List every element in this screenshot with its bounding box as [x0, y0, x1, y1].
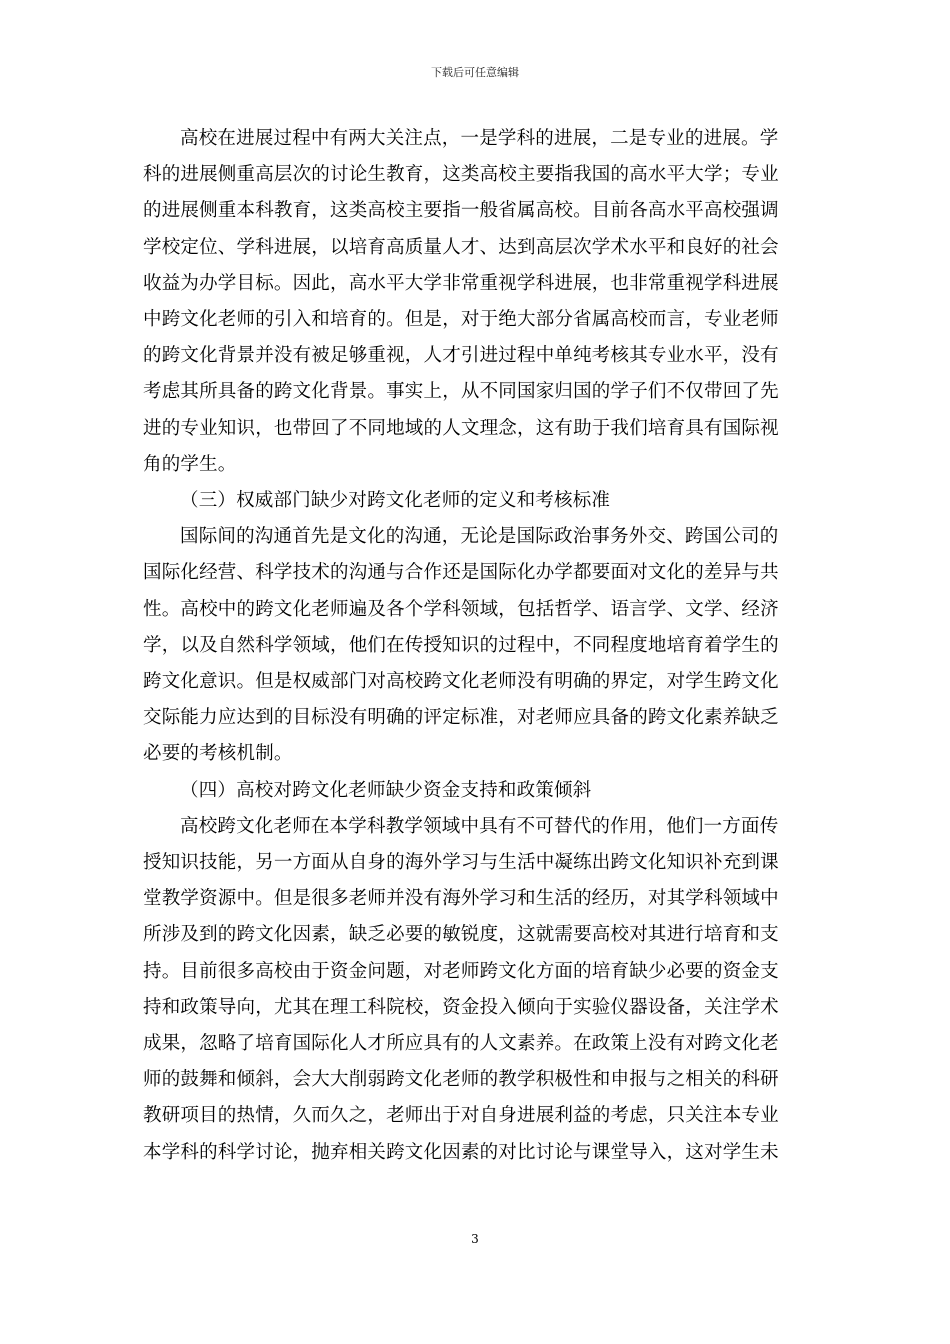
text-line: 考虑其所具备的跨文化背景。事实上，从不同国家归国的学子们不仅带回了先: [143, 381, 779, 403]
text-line: 高校跨文化老师在本学科教学领域中具有不可替代的作用，他们一方面传: [180, 815, 779, 837]
page-number: 3: [471, 1232, 479, 1246]
text-line: 进的专业知识，也带回了不同地域的人文理念，这有助于我们培育具有国际视: [143, 417, 779, 439]
text-line: 角的学生。: [143, 453, 237, 475]
text-line: 收益为办学目标。因此，高水平大学非常重视学科进展，也非常重视学科进展: [143, 272, 779, 294]
text-line: 学校定位、学科进展，以培育高质量人才、达到高层次学术水平和良好的社会: [143, 236, 779, 258]
text-line: 必要的考核机制。: [143, 743, 293, 765]
text-line: 堂教学资源中。但是很多老师并没有海外学习和生活的经历，对其学科领域中: [143, 888, 779, 910]
section-heading-4: （四）高校对跨文化老师缺少资金支持和政策倾斜: [180, 779, 592, 801]
text-line: 成果，忽略了培育国际化人才所应具有的人文素养。在政策上没有对跨文化老: [143, 1033, 779, 1055]
text-line: 师的鼓舞和倾斜，会大大削弱跨文化老师的教学积极性和申报与之相关的科研: [143, 1069, 779, 1091]
paragraph-funding-policy: [143, 809, 809, 1171]
text-line: 学，以及自然科学领域，他们在传授知识的过程中，不同程度地培育着学生的: [143, 634, 779, 656]
text-line: 科的进展侧重高层次的讨论生教育，这类高校主要指我国的高水平大学；专业: [143, 164, 779, 186]
text-line: 持和政策导向，尤其在理工科院校，资金投入倾向于实验仪器设备，关注学术: [143, 996, 779, 1018]
paragraph-authority-standards: [143, 519, 809, 772]
text-line: 跨文化意识。但是权威部门对高校跨文化老师没有明确的界定，对学生跨文化: [143, 671, 779, 693]
text-line: 的跨文化背景并没有被足够重视，人才引进过程中单纯考核其专业水平，没有: [143, 345, 779, 367]
text-line: 的进展侧重本科教育，这类高校主要指一般省属高校。目前各高水平高校强调: [143, 200, 779, 222]
text-line: 所涉及到的跨文化因素，缺乏必要的敏锐度，这就需要高校对其进行培育和支: [143, 924, 779, 946]
text-line: 国际化经营、科学技术的沟通与合作还是国际化办学都要面对文化的差异与共: [143, 562, 779, 584]
text-line: 本学科的科学讨论，抛弃相关跨文化因素的对比讨论与课堂导入，这对学生未: [143, 1141, 779, 1163]
section-heading-3: （三）权威部门缺少对跨文化老师的定义和考核标准: [180, 490, 611, 512]
text-line: 交际能力应达到的目标没有明确的评定标准，对老师应具备的跨文化素养缺乏: [143, 707, 779, 729]
text-line: 授知识技能，另一方面从自身的海外学习与生活中凝练出跨文化知识补充到课: [143, 852, 779, 874]
text-line: 教研项目的热情，久而久之，老师出于对自身进展利益的考虑，只关注本专业: [143, 1105, 779, 1127]
paragraph-discipline-development: [143, 121, 809, 483]
text-line: 性。高校中的跨文化老师遍及各个学科领域，包括哲学、语言学、文学、经济: [143, 598, 779, 620]
text-line: 高校在进展过程中有两大关注点，一是学科的进展，二是专业的进展。学: [180, 128, 779, 149]
text-line: 中跨文化老师的引入和培育的。但是，对于绝大部分省属高校而言，专业老师: [143, 309, 779, 331]
page-header: 下载后可任意编辑: [431, 66, 519, 79]
text-line: 国际间的沟通首先是文化的沟通，无论是国际政治事务外交、跨国公司的: [180, 526, 779, 548]
page-content: [143, 121, 809, 1171]
text-line: 持。目前很多高校由于资金问题，对老师跨文化方面的培育缺少必要的资金支: [143, 960, 779, 982]
